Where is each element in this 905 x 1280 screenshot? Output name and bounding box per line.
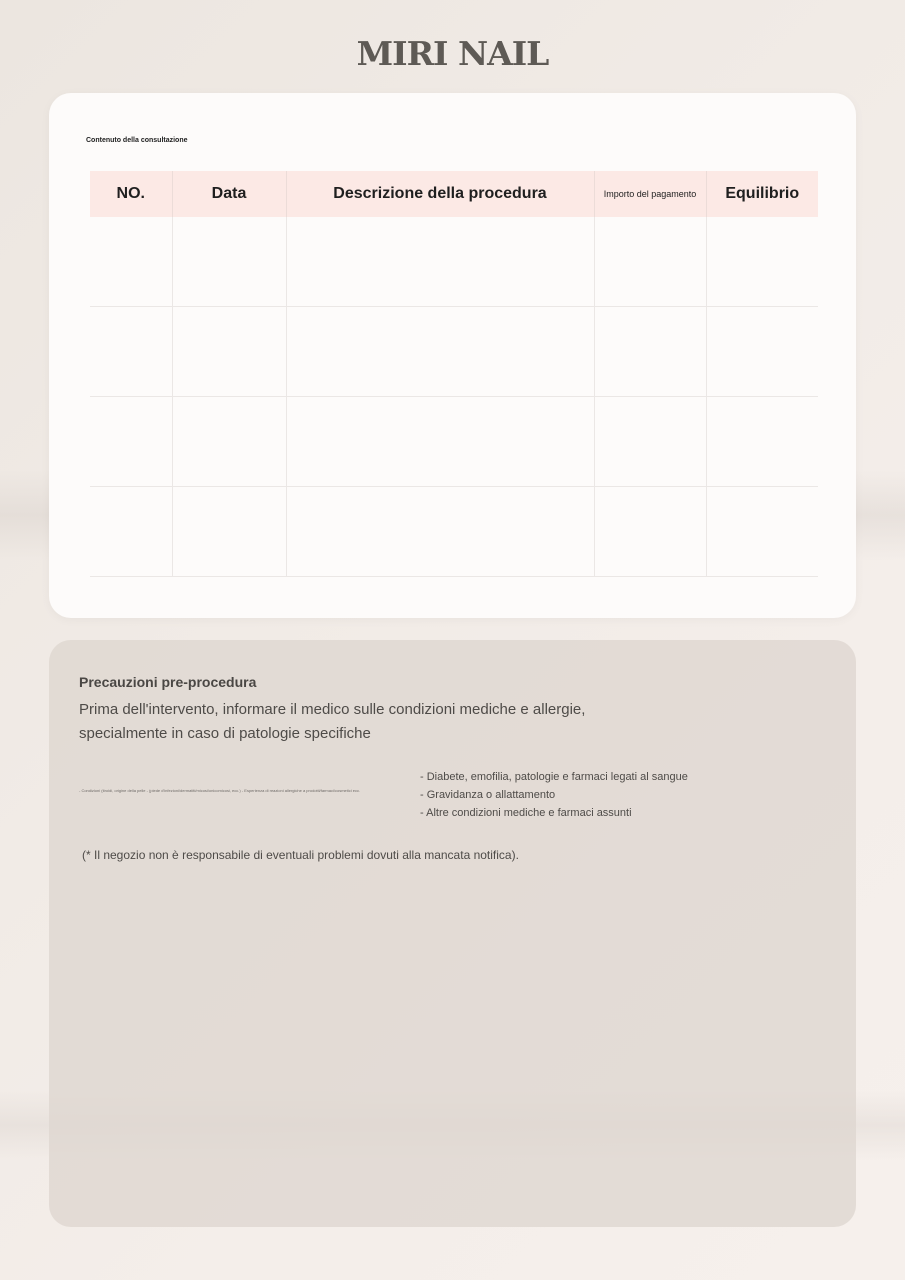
list-item: - Gravidanza o allattamento — [420, 789, 556, 801]
table-cell[interactable] — [172, 397, 286, 487]
table-cell[interactable] — [286, 397, 594, 487]
table-cell[interactable] — [172, 487, 286, 577]
table-cell[interactable] — [286, 217, 594, 307]
table-cell[interactable] — [172, 307, 286, 397]
table-cell[interactable] — [594, 397, 706, 487]
table-cell[interactable] — [594, 217, 706, 307]
list-item: - Diabete, emofilia, patologie e farmaci legati al sangue — [420, 771, 688, 783]
table-cell[interactable] — [594, 307, 706, 397]
table-row — [90, 487, 818, 577]
column-header-date: Data — [172, 171, 286, 217]
table-cell[interactable] — [706, 307, 818, 397]
column-header-description: Descrizione della procedura — [286, 171, 594, 217]
consultation-card — [49, 93, 856, 618]
table-cell[interactable] — [90, 397, 172, 487]
table-cell[interactable] — [706, 487, 818, 577]
table-cell[interactable] — [594, 487, 706, 577]
precautions-intro — [79, 698, 639, 746]
table-row — [90, 307, 818, 397]
table-cell[interactable] — [706, 397, 818, 487]
table-cell[interactable] — [90, 487, 172, 577]
section-label: Contenuto della consultazione — [86, 137, 188, 144]
table-row — [90, 397, 818, 487]
table-cell[interactable] — [706, 217, 818, 307]
precautions-card — [49, 640, 856, 1227]
table-cell[interactable] — [286, 307, 594, 397]
table-cell[interactable] — [90, 307, 172, 397]
table-row — [90, 217, 818, 307]
table-header-row — [90, 171, 818, 217]
conditions-list — [420, 768, 688, 822]
table-cell[interactable] — [172, 217, 286, 307]
precautions-title: Precauzioni pre-procedura — [79, 674, 257, 690]
precautions-intro-line: Prima dell'intervento, informare il medico sulle condizioni mediche e allergie, — [79, 701, 586, 718]
column-header-number: NO. — [90, 171, 172, 217]
brand-logo: MIRI NAIL — [356, 34, 549, 73]
column-header-payment: Importo del pagamento — [594, 171, 706, 217]
column-header-balance: Equilibrio — [706, 171, 818, 217]
consultation-table — [90, 171, 818, 577]
list-item: - Altre condizioni mediche e farmaci assunti — [420, 807, 632, 819]
table-cell[interactable] — [90, 217, 172, 307]
fine-print-note: - Condizioni (tiroidi, origine della pelle - (piede d'infezioni/dermatiti/micosi/onicomicosi, ecc.) - Esperienza di reazioni allergiche a prodotti/farmaci/cosmetici ecc. — [79, 788, 361, 793]
table-cell[interactable] — [286, 487, 594, 577]
precautions-intro-line: specialmente in caso di patologie specifiche — [79, 725, 371, 742]
disclaimer-text: (* Il negozio non è responsabile di eventuali problemi dovuti alla mancata notifica). — [82, 848, 519, 862]
